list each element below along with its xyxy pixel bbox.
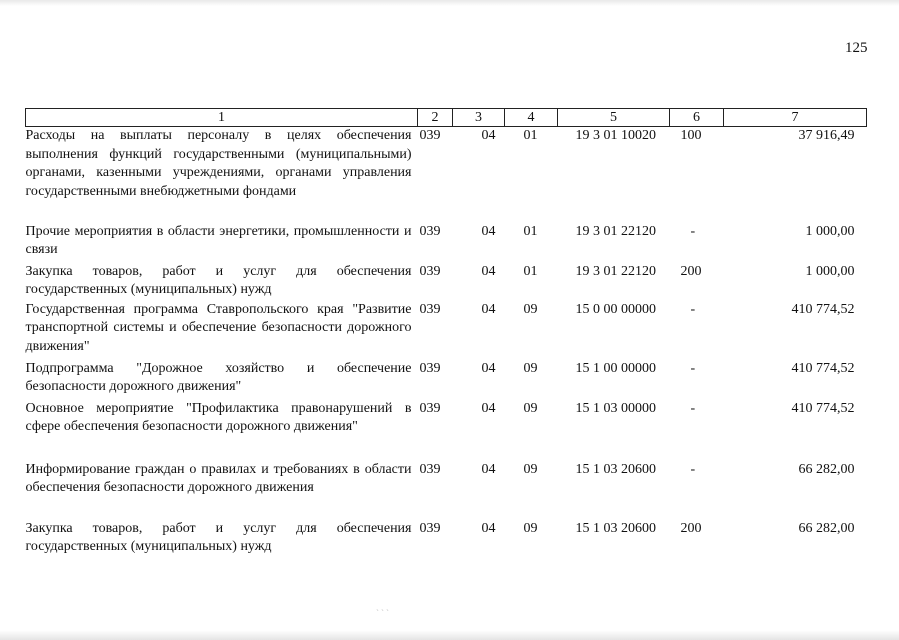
row-section: 04 [481, 520, 496, 536]
row-code: 039 [419, 360, 441, 376]
row-amount: 37 916,49 [798, 128, 855, 143]
header-row [26, 109, 867, 127]
row-subsection: 09 [523, 461, 538, 477]
row-code: 039 [419, 223, 441, 239]
row-name: Государственная программа Ставропольского края "Развитие транспортной системы и обеспечение безопасности дорожного движения" [25, 301, 412, 354]
row-expense-type: - [690, 301, 696, 317]
row-section: 04 [481, 223, 496, 239]
row-section: 04 [481, 360, 496, 376]
row-section: 04 [481, 128, 496, 143]
row-amount: 410 774,52 [791, 400, 855, 416]
table-row [26, 520, 867, 560]
row-target: 15 0 00 00000 [575, 301, 656, 317]
row-subsection: 09 [523, 360, 538, 376]
row-subsection: 09 [523, 520, 538, 536]
row-code: 039 [419, 128, 441, 143]
scan-edge-bottom [0, 630, 899, 640]
row-code: 039 [419, 520, 441, 536]
row-section: 04 [481, 301, 496, 317]
row-target: 15 1 03 20600 [575, 520, 656, 536]
table-row [26, 360, 867, 400]
row-expense-type: 200 [680, 520, 702, 536]
budget-table [25, 108, 867, 560]
row-code: 039 [419, 263, 441, 279]
page-number: 125 [845, 40, 868, 56]
row-name: Информирование граждан о правилах и требованиях в области обеспечения безопасности дорожного движения [25, 461, 412, 495]
row-subsection: 01 [523, 223, 538, 239]
table-row [26, 400, 867, 461]
table-row [26, 301, 867, 360]
row-expense-type: - [690, 461, 696, 477]
row-code: 039 [419, 301, 441, 317]
row-subsection: 01 [523, 263, 538, 279]
row-subsection: 09 [523, 301, 538, 317]
row-amount: 1 000,00 [805, 223, 855, 239]
header-col-2: 2 [418, 109, 453, 127]
row-name: Закупка товаров, работ и услуг для обеспечения государственных (муниципальных) нужд [25, 263, 412, 297]
row-amount: 410 774,52 [791, 360, 855, 376]
row-name: Расходы на выплаты персоналу в целях обеспечения выполнения функций государственными (муниципальными) органами, казенными учреждениями, органами управления государственными внебюджетными фондами [25, 128, 412, 199]
row-expense-type: - [690, 360, 696, 376]
row-section: 04 [481, 461, 496, 477]
row-expense-type: - [690, 400, 696, 416]
row-target: 19 3 01 10020 [575, 128, 656, 143]
row-target: 15 1 03 00000 [575, 400, 656, 416]
row-name: Подпрограмма "Дорожное хозяйство и обеспечение безопасности дорожного движения" [25, 360, 412, 394]
row-name: Закупка товаров, работ и услуг для обеспечения государственных (муниципальных) нужд [25, 520, 412, 554]
row-code: 039 [419, 400, 441, 416]
table-row [26, 263, 867, 301]
row-target: 15 1 03 20600 [575, 461, 656, 477]
table-row [26, 127, 867, 223]
header-col-3: 3 [453, 109, 505, 127]
row-name: Прочие мероприятия в области энергетики, промышленности и связи [25, 223, 412, 257]
row-section: 04 [481, 263, 496, 279]
row-section: 04 [481, 400, 496, 416]
table-row [26, 223, 867, 263]
row-expense-type: 100 [680, 128, 702, 143]
header-col-5: 5 [558, 109, 670, 127]
row-target: 19 3 01 22120 [575, 263, 656, 279]
row-subsection: 01 [523, 128, 538, 143]
header-col-7: 7 [724, 109, 867, 127]
row-target: 15 1 00 00000 [575, 360, 656, 376]
row-expense-type: - [690, 223, 696, 239]
row-subsection: 09 [523, 400, 538, 416]
scan-smudge: ˎˎˎ [376, 601, 391, 611]
header-col-6: 6 [670, 109, 724, 127]
header-col-4: 4 [505, 109, 558, 127]
row-target: 19 3 01 22120 [575, 223, 656, 239]
row-name: Основное мероприятие "Профилактика правонарушений в сфере обеспечения безопасности дорожного движения" [25, 400, 412, 434]
row-amount: 410 774,52 [791, 301, 855, 317]
row-amount: 1 000,00 [805, 263, 855, 279]
row-amount: 66 282,00 [798, 461, 855, 477]
row-amount: 66 282,00 [798, 520, 855, 536]
row-code: 039 [419, 461, 441, 477]
table-row [26, 461, 867, 520]
header-col-1: 1 [26, 109, 418, 127]
row-expense-type: 200 [680, 263, 702, 279]
scan-edge-top [0, 0, 899, 6]
